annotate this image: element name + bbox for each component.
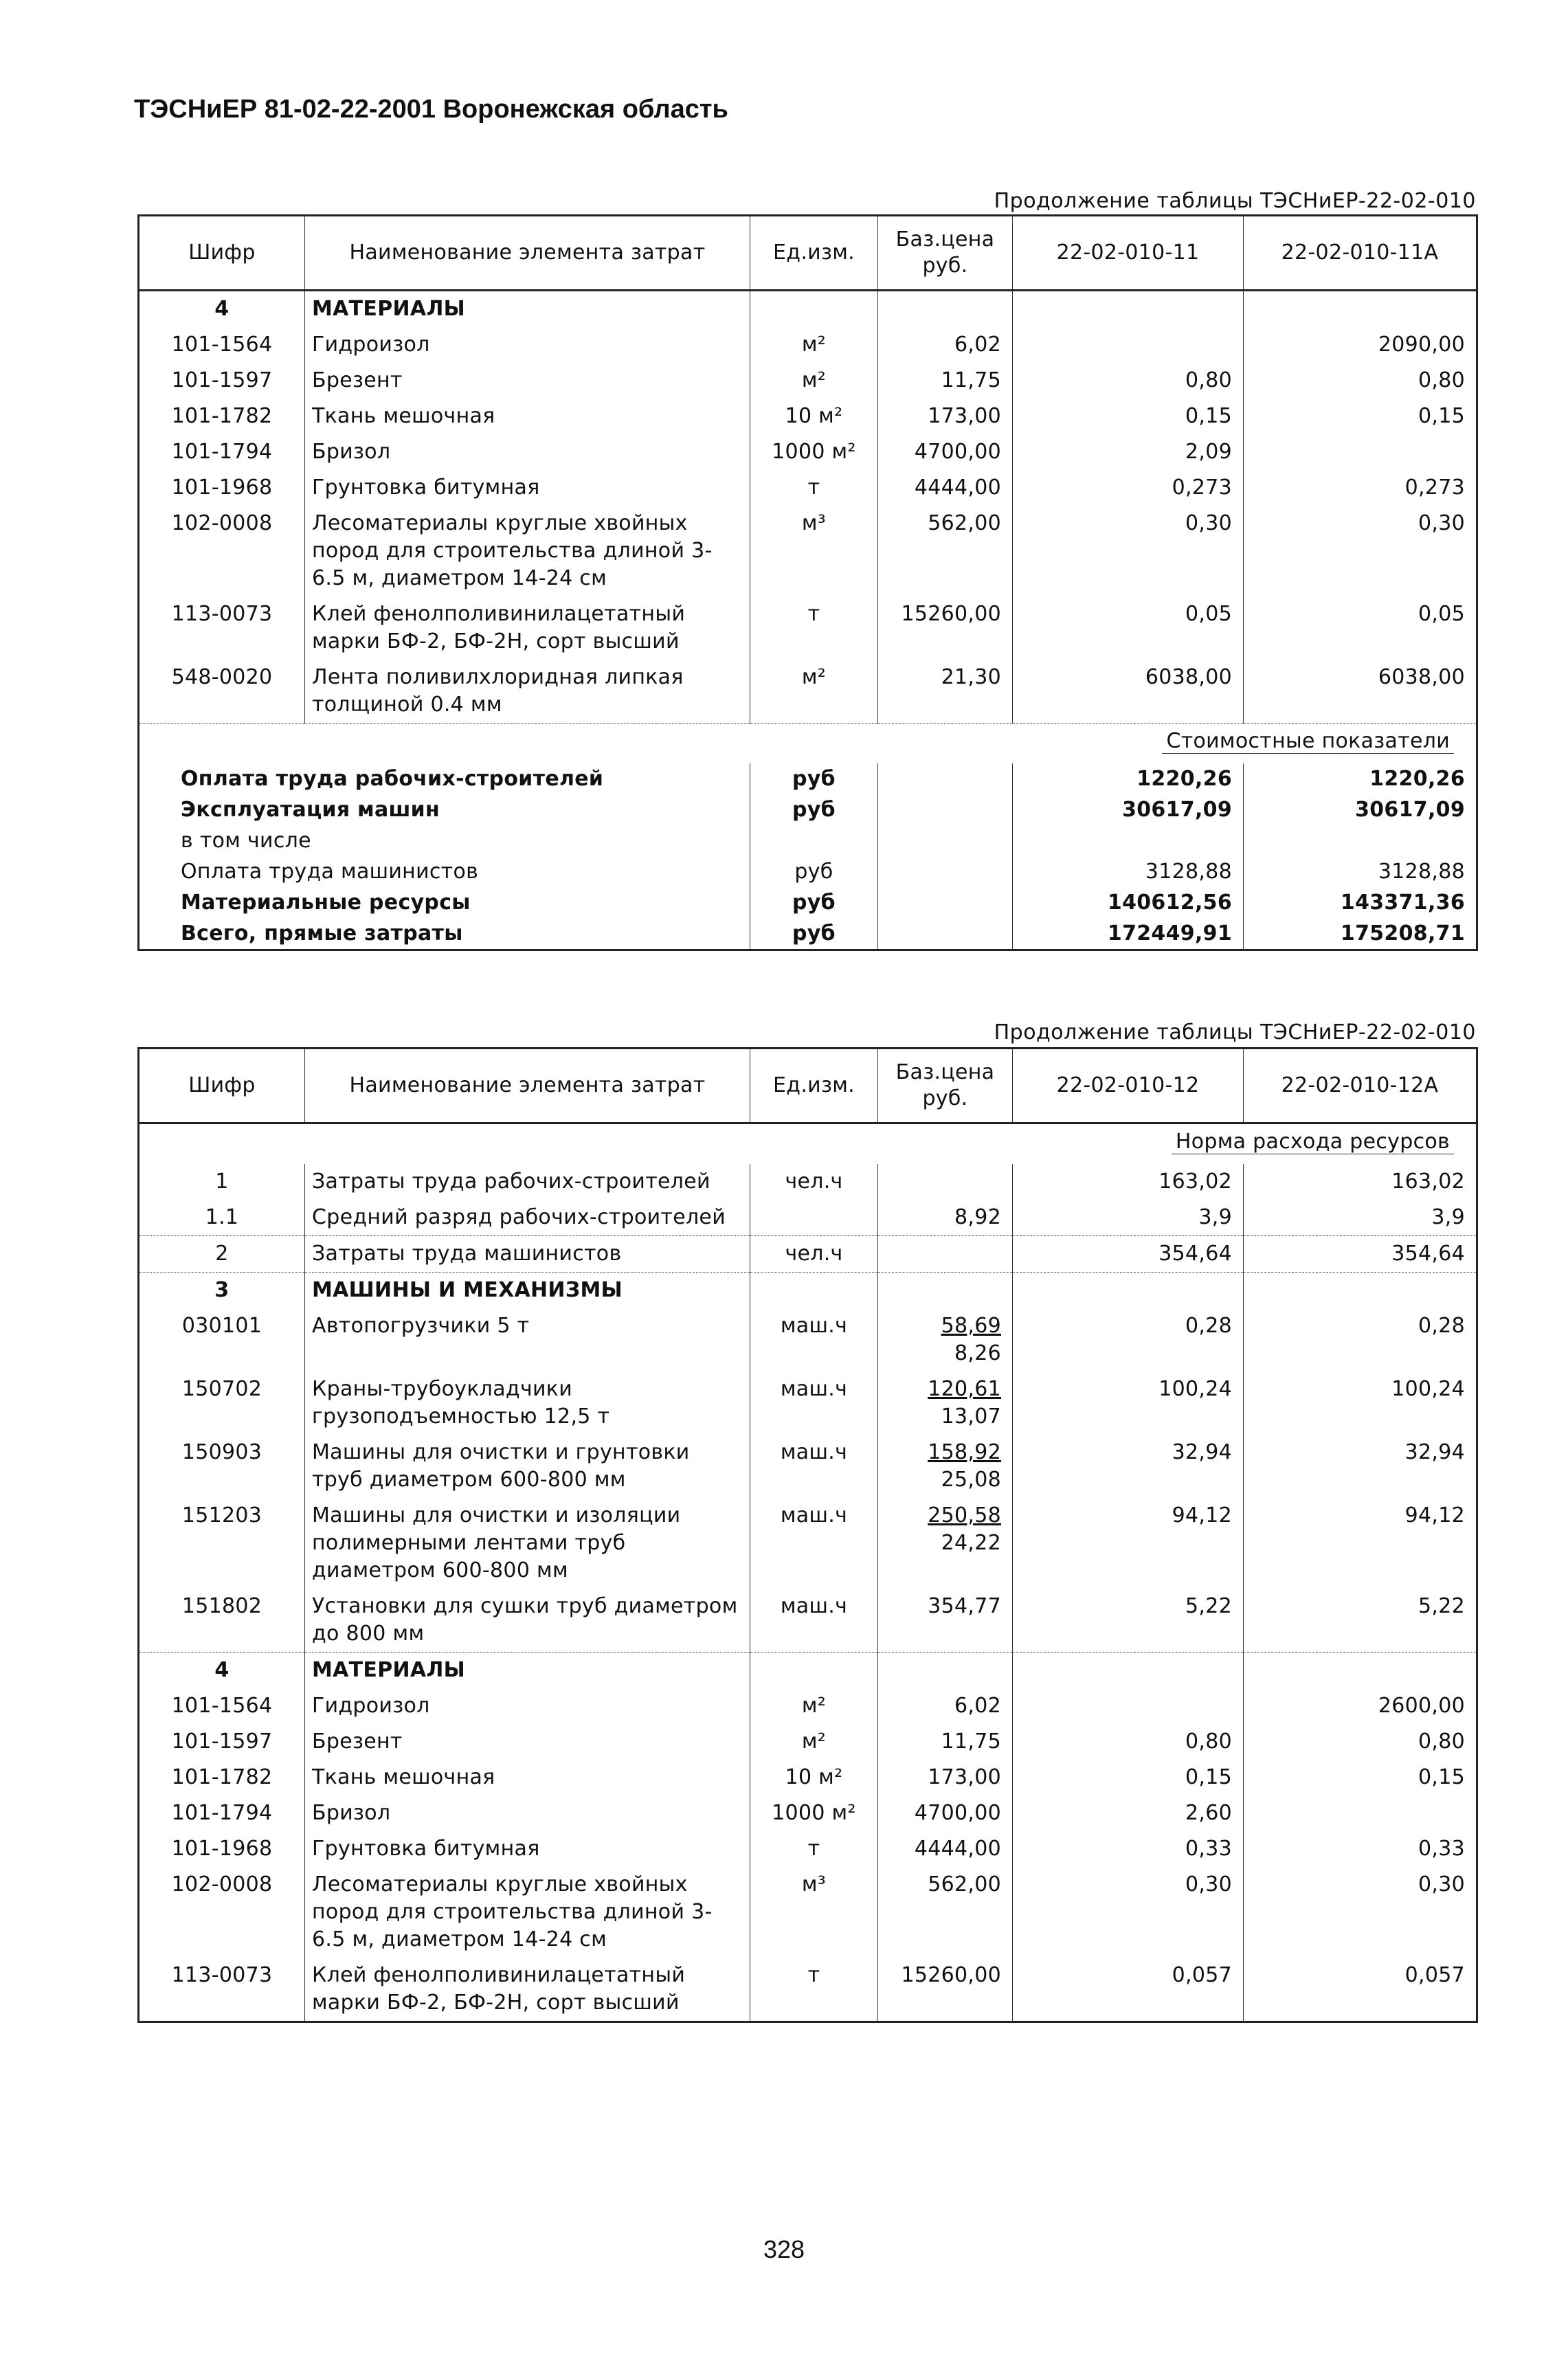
resource-unit: чел.ч bbox=[750, 1236, 878, 1273]
summary-variant1: 140612,56 bbox=[1013, 887, 1244, 918]
value-variant1: 2,60 bbox=[1013, 1795, 1244, 1831]
resource-unit: м³ bbox=[750, 506, 878, 596]
summary-variant1: 1220,26 bbox=[1013, 763, 1244, 794]
price-operator-wage: 8,26 bbox=[954, 1341, 1001, 1365]
header-price: Баз.цена руб. bbox=[878, 1049, 1013, 1123]
value-variant2: 0,057 bbox=[1244, 1958, 1477, 2022]
summary-price bbox=[878, 918, 1013, 950]
resource-unit: м² bbox=[750, 660, 878, 724]
summary-variant1: 172449,91 bbox=[1013, 918, 1244, 950]
table-row bbox=[139, 660, 1477, 724]
empty-cell bbox=[750, 1653, 878, 1689]
base-price bbox=[878, 1435, 1013, 1498]
base-price: 15260,00 bbox=[878, 1958, 1013, 2022]
summary-unit: руб bbox=[750, 918, 878, 950]
base-price: 15260,00 bbox=[878, 596, 1013, 660]
resource-unit: т bbox=[750, 470, 878, 506]
resource-code: 030101 bbox=[181, 1314, 262, 1338]
resource-unit: маш.ч bbox=[750, 1589, 878, 1653]
resource-name: Грунтовка битумная bbox=[305, 470, 750, 506]
resource-name: Брезент bbox=[305, 363, 750, 399]
summary-name: Материальные ресурсы bbox=[181, 891, 471, 915]
value-variant1: 0,15 bbox=[1013, 399, 1244, 434]
value-variant2: 0,30 bbox=[1244, 506, 1477, 596]
resource-unit: маш.ч bbox=[750, 1308, 878, 1371]
price-total: 354,77 bbox=[928, 1594, 1001, 1618]
table1-summary bbox=[139, 724, 1477, 950]
value-variant2: 0,80 bbox=[1244, 363, 1477, 399]
header-name: Наименование элемента затрат bbox=[305, 216, 750, 291]
labor-row bbox=[139, 1200, 1477, 1236]
header-code: Шифр bbox=[139, 1049, 305, 1123]
table-row bbox=[139, 470, 1477, 506]
resource-name: Бризол bbox=[305, 1795, 750, 1831]
summary-variant1 bbox=[1013, 825, 1244, 856]
summary-unit bbox=[750, 825, 878, 856]
header-code: Шифр bbox=[139, 216, 305, 291]
table1-body bbox=[139, 291, 1477, 724]
summary-row bbox=[139, 856, 1477, 887]
resource-code: 548-0020 bbox=[171, 665, 273, 689]
base-price: 4700,00 bbox=[878, 434, 1013, 470]
value-variant1: 0,05 bbox=[1013, 596, 1244, 660]
price-total: 58,69 bbox=[941, 1314, 1001, 1338]
resource-name: Клей фенолполивинилацетатный марки БФ-2, БФ-2Н, сорт высший bbox=[305, 1958, 750, 2022]
header-name: Наименование элемента затрат bbox=[305, 1049, 750, 1123]
header-unit: Ед.изм. bbox=[750, 1049, 878, 1123]
resource-unit: м³ bbox=[750, 1867, 878, 1958]
value-variant2: 0,28 bbox=[1244, 1308, 1477, 1371]
table-row bbox=[139, 1795, 1477, 1831]
resource-code: 150903 bbox=[181, 1440, 262, 1464]
value-variant2: 100,24 bbox=[1244, 1371, 1477, 1435]
resource-name: Установки для сушки труб диаметром до 800 мм bbox=[305, 1589, 750, 1653]
resource-unit: м² bbox=[750, 363, 878, 399]
table-row bbox=[139, 327, 1477, 363]
value-variant1: 0,273 bbox=[1013, 470, 1244, 506]
summary-variant2: 3128,88 bbox=[1244, 856, 1477, 887]
section-row bbox=[139, 1653, 1477, 1689]
section-title: МАТЕРИАЛЫ bbox=[305, 291, 750, 328]
base-price: 4444,00 bbox=[878, 470, 1013, 506]
resource-code: 101-1564 bbox=[171, 333, 273, 357]
base-price: 562,00 bbox=[878, 1867, 1013, 1958]
empty-cell bbox=[1013, 1273, 1244, 1309]
resource-unit: 10 м² bbox=[750, 1760, 878, 1795]
summary-name: Оплата труда машинистов bbox=[181, 860, 479, 884]
table-row bbox=[139, 1867, 1477, 1958]
resource-code: 101-1968 bbox=[171, 1837, 273, 1861]
base-price: 4444,00 bbox=[878, 1831, 1013, 1867]
section-code: 4 bbox=[139, 1653, 305, 1689]
summary-variant2: 143371,36 bbox=[1244, 887, 1477, 918]
value-variant1: 2,09 bbox=[1013, 434, 1244, 470]
summary-row bbox=[139, 825, 1477, 856]
table-row bbox=[139, 506, 1477, 596]
document-title: ТЭСНиЕР 81-02-22-2001 Воронежская область bbox=[134, 95, 728, 124]
price-operator-wage: 24,22 bbox=[941, 1531, 1001, 1555]
resource-code: 2 bbox=[139, 1236, 305, 1273]
summary-variant2 bbox=[1244, 825, 1477, 856]
page-number: 328 bbox=[763, 2235, 805, 2263]
resource-name: Машины для очистки и грунтовки труб диаметром 600-800 мм bbox=[305, 1435, 750, 1498]
summary-variant1: 3128,88 bbox=[1013, 856, 1244, 887]
summary-row bbox=[139, 887, 1477, 918]
resource-name: Ткань мешочная bbox=[305, 399, 750, 434]
resource-code: 101-1782 bbox=[171, 1765, 273, 1789]
table1-header-row bbox=[139, 216, 1477, 291]
empty-cell bbox=[1013, 1653, 1244, 1689]
value-variant2: 0,05 bbox=[1244, 596, 1477, 660]
resource-code: 101-1794 bbox=[171, 1801, 273, 1825]
table-row bbox=[139, 1831, 1477, 1867]
value-variant1: 0,30 bbox=[1013, 1867, 1244, 1958]
value-variant2: 0,30 bbox=[1244, 1867, 1477, 1958]
base-price bbox=[878, 1498, 1013, 1589]
resource-unit: маш.ч bbox=[750, 1371, 878, 1435]
machine-row bbox=[139, 1498, 1477, 1589]
summary-name: Оплата труда рабочих-строителей bbox=[181, 767, 604, 791]
resource-name: Грунтовка битумная bbox=[305, 1831, 750, 1867]
price-operator-wage: 25,08 bbox=[941, 1468, 1001, 1492]
value-variant1 bbox=[1013, 1688, 1244, 1724]
summary-name: в том числе bbox=[181, 829, 311, 853]
section-row bbox=[139, 1273, 1477, 1309]
table-row bbox=[139, 1760, 1477, 1795]
value-variant2: 6038,00 bbox=[1244, 660, 1477, 724]
resource-name: Бризол bbox=[305, 434, 750, 470]
value-variant1: 163,02 bbox=[1013, 1164, 1244, 1200]
table1 bbox=[137, 214, 1478, 951]
header-price: Баз.цена руб. bbox=[878, 216, 1013, 291]
summary-variant1: 30617,09 bbox=[1013, 794, 1244, 825]
empty-cell bbox=[878, 1273, 1013, 1309]
summary-row bbox=[139, 794, 1477, 825]
summary-name: Всего, прямые затраты bbox=[181, 921, 463, 945]
resource-code: 113-0073 bbox=[171, 602, 273, 626]
value-variant1: 0,15 bbox=[1013, 1760, 1244, 1795]
base-price bbox=[878, 1308, 1013, 1371]
value-variant1: 94,12 bbox=[1013, 1498, 1244, 1589]
table-row bbox=[139, 399, 1477, 434]
section-code: 3 bbox=[139, 1273, 305, 1309]
table2 bbox=[137, 1047, 1478, 2023]
resource-code: 113-0073 bbox=[171, 1963, 273, 1987]
empty-cell bbox=[878, 1653, 1013, 1689]
machine-row bbox=[139, 1308, 1477, 1371]
price-total: 158,92 bbox=[928, 1440, 1001, 1464]
resource-code: 101-1968 bbox=[171, 475, 273, 500]
labor-row bbox=[139, 1164, 1477, 1200]
base-price: 173,00 bbox=[878, 1760, 1013, 1795]
value-variant2: 0,33 bbox=[1244, 1831, 1477, 1867]
value-variant1: 0,33 bbox=[1013, 1831, 1244, 1867]
base-price: 4700,00 bbox=[878, 1795, 1013, 1831]
base-price bbox=[878, 1236, 1013, 1273]
header-variant1: 22-02-010-11 bbox=[1013, 216, 1244, 291]
resource-unit: чел.ч bbox=[750, 1164, 878, 1200]
resource-code: 101-1597 bbox=[171, 368, 273, 392]
summary-unit: руб bbox=[750, 887, 878, 918]
resource-code: 102-0008 bbox=[171, 1872, 273, 1896]
base-price: 6,02 bbox=[878, 1688, 1013, 1724]
value-variant1: 0,28 bbox=[1013, 1308, 1244, 1371]
resource-name: Лесоматериалы круглые хвойных пород для строительства длиной 3-6.5 м, диаметром 14-24 см bbox=[305, 1867, 750, 1958]
resource-name: Затраты труда рабочих-строителей bbox=[305, 1164, 750, 1200]
table-row bbox=[139, 1724, 1477, 1760]
resource-name: Лента поливилхлоридная липкая толщиной 0.4 мм bbox=[305, 660, 750, 724]
value-variant1: 0,057 bbox=[1013, 1958, 1244, 2022]
machine-row bbox=[139, 1435, 1477, 1498]
value-variant1: 6038,00 bbox=[1013, 660, 1244, 724]
resource-unit: 1000 м² bbox=[750, 1795, 878, 1831]
resource-name: Гидроизол bbox=[305, 1688, 750, 1724]
base-price: 11,75 bbox=[878, 1724, 1013, 1760]
cost-banner-row bbox=[139, 724, 1477, 764]
value-variant2 bbox=[1244, 434, 1477, 470]
resource-unit: м² bbox=[750, 1724, 878, 1760]
value-variant1: 100,24 bbox=[1013, 1371, 1244, 1435]
value-variant2: 32,94 bbox=[1244, 1435, 1477, 1498]
summary-unit: руб bbox=[750, 763, 878, 794]
base-price: 8,92 bbox=[878, 1200, 1013, 1236]
machine-row bbox=[139, 1371, 1477, 1435]
section-code: 4 bbox=[214, 297, 229, 321]
table2-body bbox=[139, 1123, 1477, 2022]
price-total: 250,58 bbox=[928, 1503, 1001, 1527]
resource-unit: м² bbox=[750, 327, 878, 363]
resource-code: 150702 bbox=[181, 1377, 262, 1401]
value-variant2: 2090,00 bbox=[1244, 327, 1477, 363]
summary-price bbox=[878, 887, 1013, 918]
cost-banner: Стоимостные показатели bbox=[1162, 729, 1454, 754]
resource-unit bbox=[750, 1200, 878, 1236]
resource-name: Гидроизол bbox=[305, 327, 750, 363]
resource-name: Краны-трубоукладчики грузоподъемностью 12,5 т bbox=[305, 1371, 750, 1435]
summary-variant2: 30617,09 bbox=[1244, 794, 1477, 825]
section-row bbox=[139, 291, 1477, 328]
value-variant2: 0,15 bbox=[1244, 1760, 1477, 1795]
summary-row bbox=[139, 763, 1477, 794]
empty-cell bbox=[750, 1273, 878, 1309]
value-variant2: 2600,00 bbox=[1244, 1688, 1477, 1724]
resource-name: Брезент bbox=[305, 1724, 750, 1760]
section-title: МАШИНЫ И МЕХАНИЗМЫ bbox=[305, 1273, 750, 1309]
machine-row bbox=[139, 1589, 1477, 1653]
base-price bbox=[878, 1164, 1013, 1200]
summary-price bbox=[878, 794, 1013, 825]
header-variant2: 22-02-010-11А bbox=[1244, 216, 1477, 291]
resource-code: 101-1782 bbox=[171, 404, 273, 428]
base-price: 6,02 bbox=[878, 327, 1013, 363]
resource-name: Машины для очистки и изоляции полимерными лентами труб диаметром 600-800 мм bbox=[305, 1498, 750, 1589]
empty-cell bbox=[1244, 1653, 1477, 1689]
price-total: 120,61 bbox=[928, 1377, 1001, 1401]
table-row bbox=[139, 1958, 1477, 2022]
resource-code: 151802 bbox=[181, 1594, 262, 1618]
resource-unit: маш.ч bbox=[750, 1435, 878, 1498]
value-variant1 bbox=[1013, 327, 1244, 363]
value-variant2: 354,64 bbox=[1244, 1236, 1477, 1273]
value-variant2: 5,22 bbox=[1244, 1589, 1477, 1653]
summary-row bbox=[139, 918, 1477, 950]
value-variant2: 0,15 bbox=[1244, 399, 1477, 434]
table1-caption: Продолжение таблицы ТЭСНиЕР-22-02-010 bbox=[994, 189, 1476, 213]
base-price: 562,00 bbox=[878, 506, 1013, 596]
resource-code: 101-1794 bbox=[171, 440, 273, 464]
summary-variant2: 1220,26 bbox=[1244, 763, 1477, 794]
summary-price bbox=[878, 856, 1013, 887]
resource-unit: т bbox=[750, 596, 878, 660]
base-price bbox=[878, 1371, 1013, 1435]
resource-code: 1 bbox=[215, 1169, 229, 1194]
table2-header-row bbox=[139, 1049, 1477, 1123]
base-price bbox=[878, 1589, 1013, 1653]
value-variant2: 94,12 bbox=[1244, 1498, 1477, 1589]
summary-price bbox=[878, 763, 1013, 794]
summary-price bbox=[878, 825, 1013, 856]
value-variant1: 0,80 bbox=[1013, 363, 1244, 399]
value-variant2: 0,273 bbox=[1244, 470, 1477, 506]
value-variant2: 163,02 bbox=[1244, 1164, 1477, 1200]
norm-banner-row bbox=[139, 1123, 1477, 1165]
value-variant2: 3,9 bbox=[1244, 1200, 1477, 1236]
header-variant1: 22-02-010-12 bbox=[1013, 1049, 1244, 1123]
resource-name: Затраты труда машинистов bbox=[305, 1236, 750, 1273]
value-variant1: 5,22 bbox=[1013, 1589, 1244, 1653]
summary-name: Эксплуатация машин bbox=[181, 798, 440, 822]
resource-name: Средний разряд рабочих-строителей bbox=[305, 1200, 750, 1236]
value-variant1: 354,64 bbox=[1013, 1236, 1244, 1273]
resource-unit: т bbox=[750, 1958, 878, 2022]
resource-unit: м² bbox=[750, 1688, 878, 1724]
header-variant2: 22-02-010-12А bbox=[1244, 1049, 1477, 1123]
resource-code: 101-1597 bbox=[171, 1729, 273, 1754]
resource-unit: маш.ч bbox=[750, 1498, 878, 1589]
value-variant1: 3,9 bbox=[1013, 1200, 1244, 1236]
resource-unit: 10 м² bbox=[750, 399, 878, 434]
resource-name: Ткань мешочная bbox=[305, 1760, 750, 1795]
summary-variant2: 175208,71 bbox=[1244, 918, 1477, 950]
value-variant1: 32,94 bbox=[1013, 1435, 1244, 1498]
base-price: 21,30 bbox=[878, 660, 1013, 724]
resource-name: Автопогрузчики 5 т bbox=[305, 1308, 750, 1371]
resource-code: 102-0008 bbox=[171, 511, 273, 535]
table-row bbox=[139, 1688, 1477, 1724]
value-variant2 bbox=[1244, 1795, 1477, 1831]
resource-code: 101-1564 bbox=[171, 1694, 273, 1718]
table-row bbox=[139, 363, 1477, 399]
resource-name: Клей фенолполивинилацетатный марки БФ-2, БФ-2Н, сорт высший bbox=[305, 596, 750, 660]
header-unit: Ед.изм. bbox=[750, 216, 878, 291]
empty-cell bbox=[1244, 1273, 1477, 1309]
resource-unit: т bbox=[750, 1831, 878, 1867]
resource-unit: 1000 м² bbox=[750, 434, 878, 470]
table2-caption: Продолжение таблицы ТЭСНиЕР-22-02-010 bbox=[994, 1020, 1476, 1044]
base-price: 11,75 bbox=[878, 363, 1013, 399]
value-variant1: 0,80 bbox=[1013, 1724, 1244, 1760]
table-row bbox=[139, 596, 1477, 660]
summary-unit: руб bbox=[750, 794, 878, 825]
operators-row bbox=[139, 1236, 1477, 1273]
price-operator-wage: 13,07 bbox=[941, 1404, 1001, 1429]
value-variant1: 0,30 bbox=[1013, 506, 1244, 596]
section-title: МАТЕРИАЛЫ bbox=[305, 1653, 750, 1689]
base-price: 173,00 bbox=[878, 399, 1013, 434]
table-row bbox=[139, 434, 1477, 470]
resource-name: Лесоматериалы круглые хвойных пород для строительства длиной 3-6.5 м, диаметром 14-24 см bbox=[305, 506, 750, 596]
resource-code: 151203 bbox=[181, 1503, 262, 1527]
summary-unit: руб bbox=[750, 856, 878, 887]
value-variant2: 0,80 bbox=[1244, 1724, 1477, 1760]
resource-code: 1.1 bbox=[205, 1205, 239, 1229]
norm-banner: Норма расхода ресурсов bbox=[1172, 1130, 1454, 1154]
